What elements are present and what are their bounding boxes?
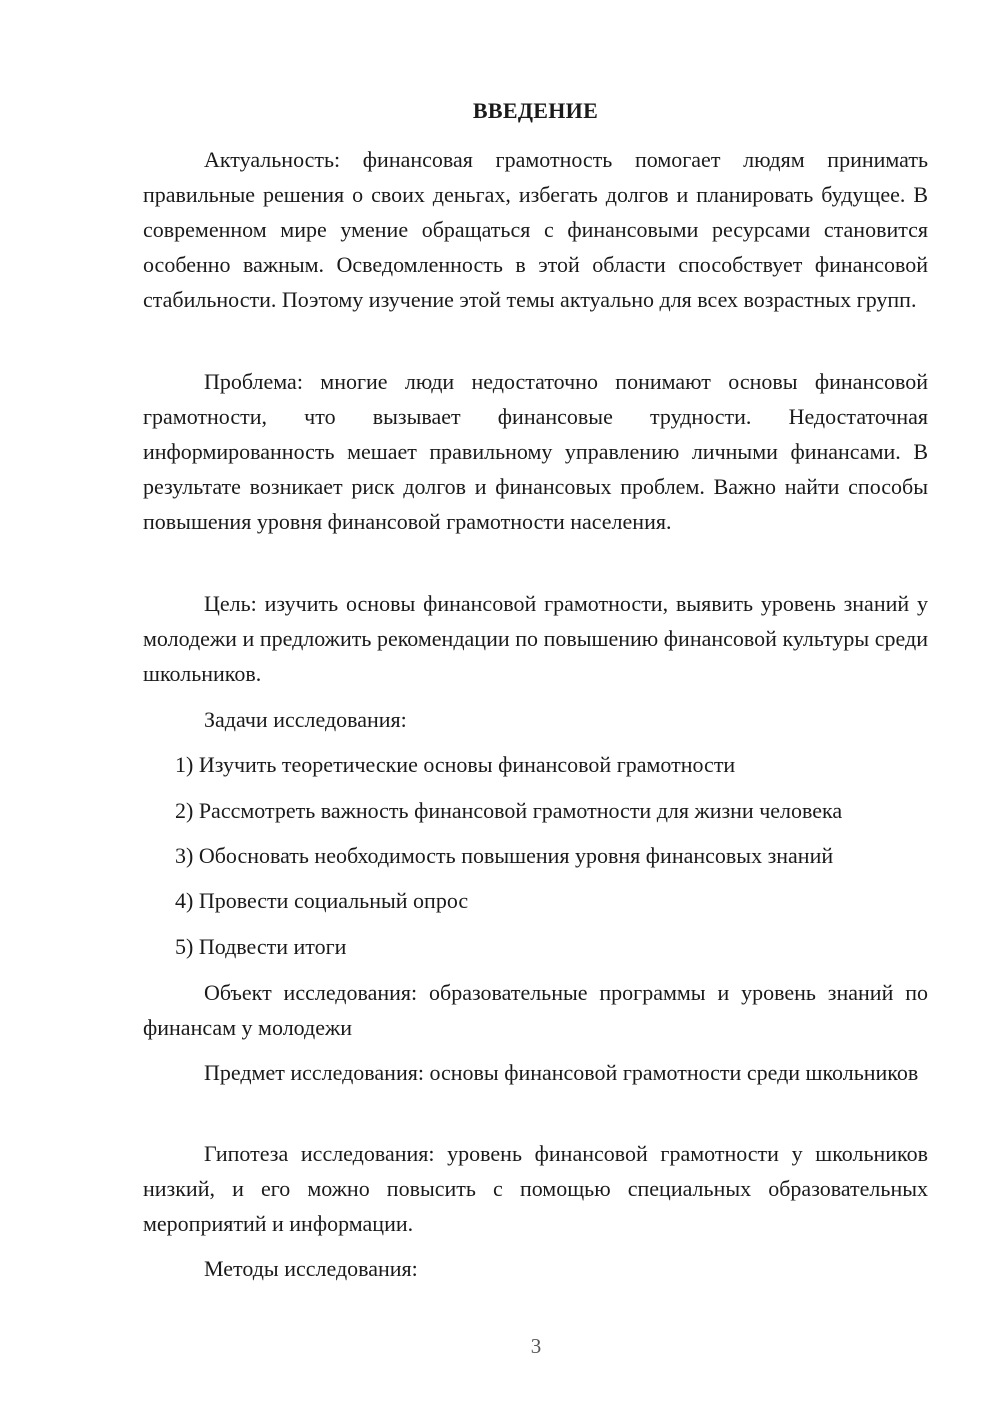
- tasks-heading: Задачи исследования:: [204, 707, 407, 732]
- task-item-3: 3) Обосновать необходимость повышения уровня финансовых знаний: [175, 843, 834, 868]
- task-item-1: 1) Изучить теоретические основы финансовой грамотности: [175, 752, 736, 777]
- methods-heading: Методы исследования:: [204, 1256, 418, 1281]
- paragraph-subject: Предмет исследования: основы финансовой грамотности среди школьников: [204, 1060, 919, 1085]
- page-number: 3: [530, 1334, 542, 1358]
- paragraph-goal: Цель: изучить основы финансовой грамотности, выявить уровень знаний у молодежи и предложить рекомендации по повышению финансовой культуры среди школьников.: [143, 591, 928, 686]
- paragraph-hypothesis: Гипотеза исследования: уровень финансовой грамотности у школьников низкий, и его можно повысить с помощью специальных образовательных мероприятий и информации.: [143, 1141, 928, 1236]
- paragraph-relevance: Актуальность: финансовая грамотность помогает людям принимать правильные решения о своих деньгах, избегать долгов и планировать будущее. В современном мире умение обращаться с финансовыми ресурсами становится особенно важным. Осведомленность в этой области способствует финансовой стабильности. Поэтому изучение этой темы актуально для всех возрастных групп.: [143, 147, 928, 312]
- task-item-5: 5) Подвести итоги: [175, 934, 347, 959]
- paragraph-object: Объект исследования: образовательные программы и уровень знаний по финансам у молодежи: [143, 980, 928, 1040]
- task-item-4: 4) Провести социальный опрос: [175, 888, 469, 913]
- page-title: ВВЕДЕНИЕ: [472, 98, 599, 123]
- paragraph-problem: Проблема: многие люди недостаточно понимают основы финансовой грамотности, что вызывает финансовые трудности. Недостаточная информированность мешает правильному управлению личными финансами. В результате возникает риск долгов и финансовых проблем. Важно найти способы повышения уровня финансовой грамотности населения.: [143, 369, 928, 534]
- task-item-2: 2) Рассмотреть важность финансовой грамотности для жизни человека: [175, 798, 843, 823]
